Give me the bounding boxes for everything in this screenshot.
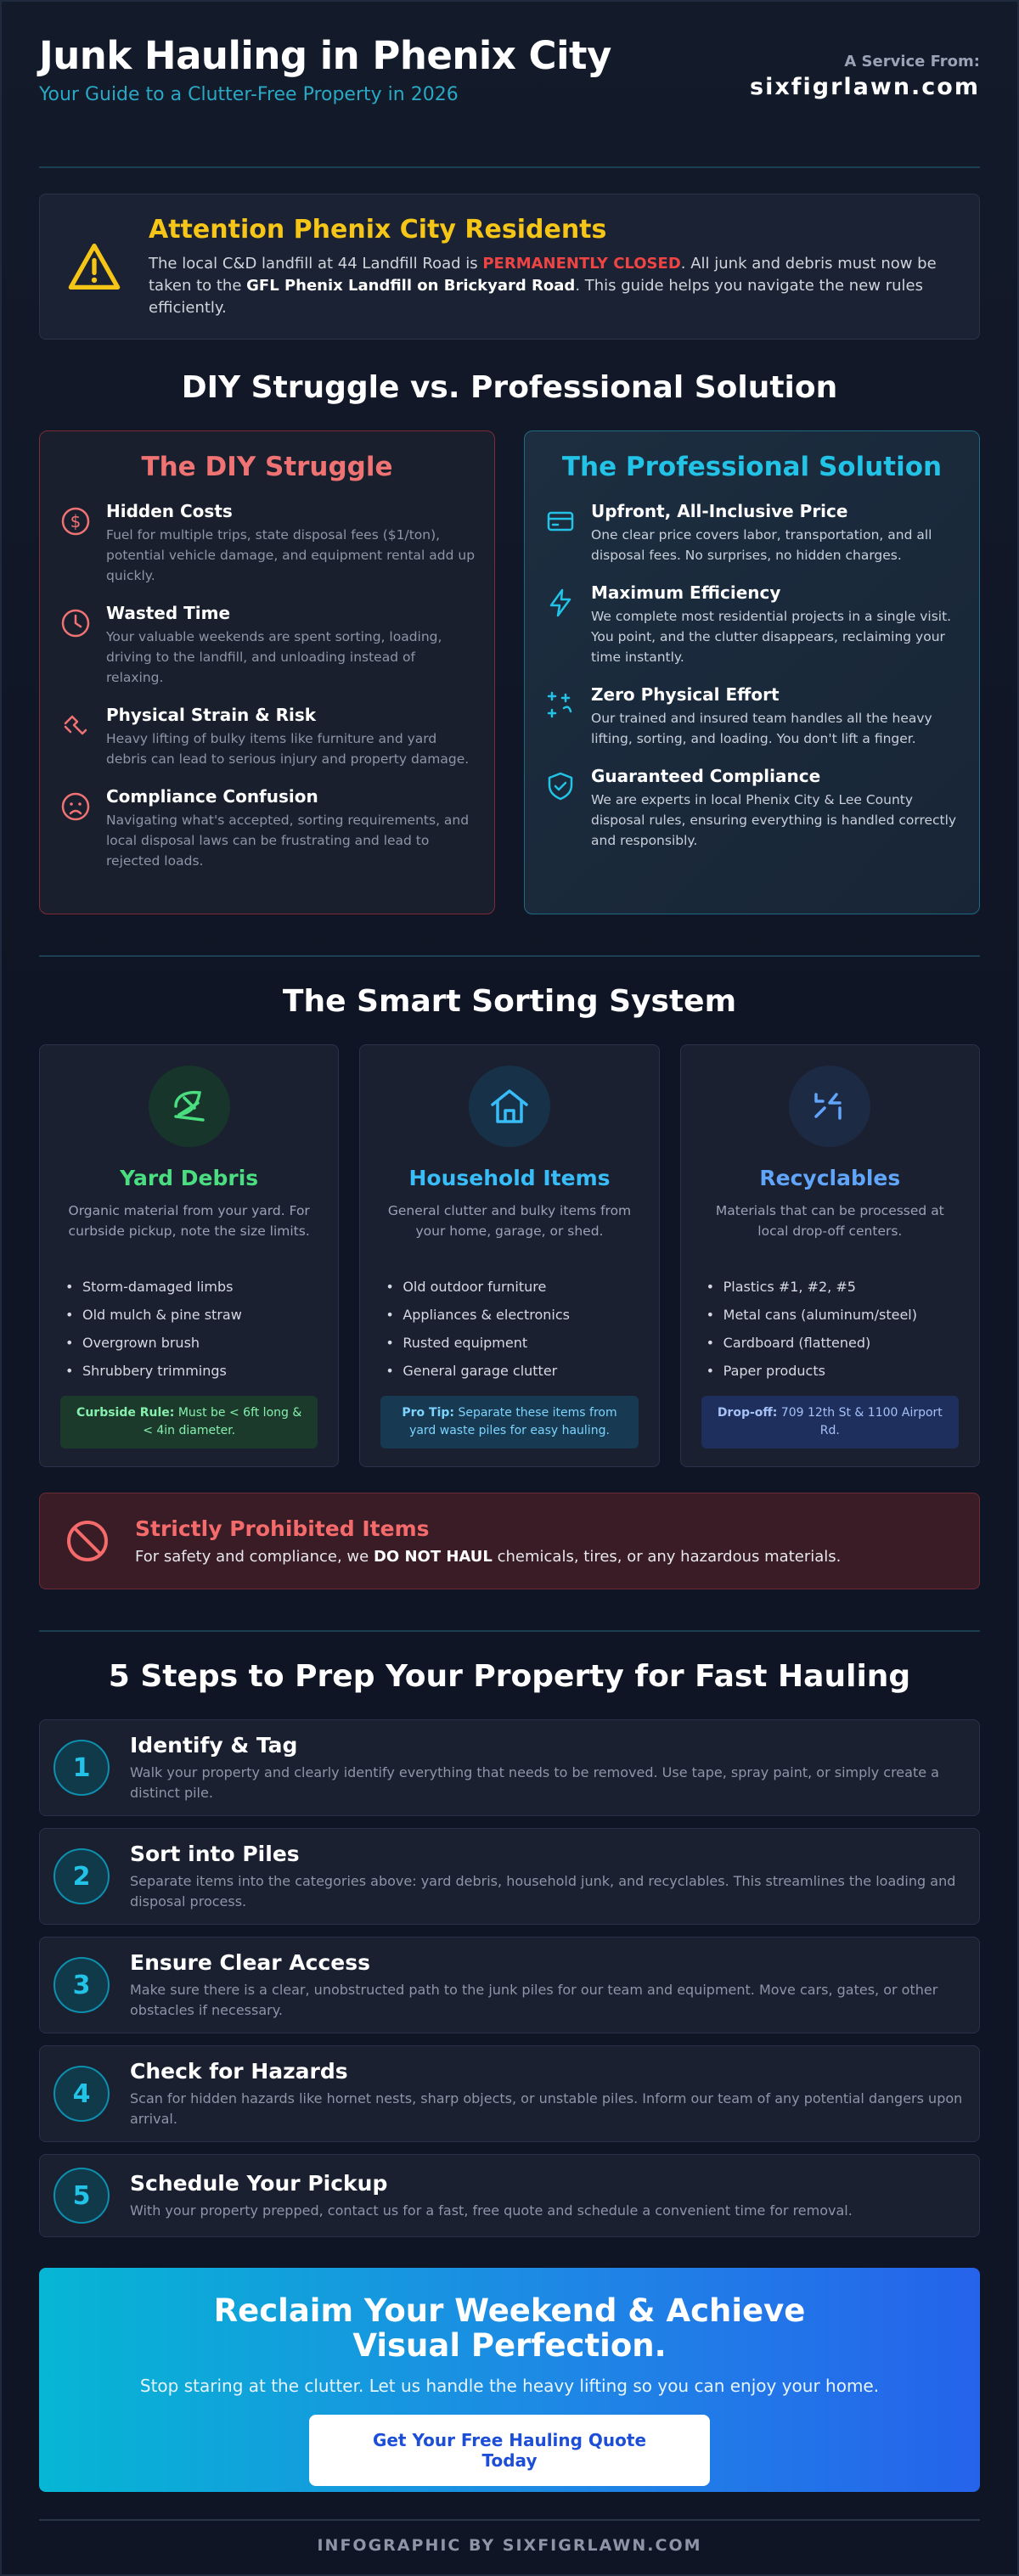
- step-item: [39, 2154, 980, 2237]
- svg-text:$: $: [70, 511, 82, 532]
- prohibited-icon: [64, 1517, 111, 1565]
- card-desc: General clutter and bulky items from your home, garage, or shed.: [387, 1203, 632, 1240]
- diy-panel-title: The DIY Struggle: [141, 452, 393, 482]
- card-note: [380, 1396, 638, 1448]
- leaf-recycle-icon: [166, 1083, 213, 1130]
- page-header: [39, 33, 980, 129]
- sorting-title: The Smart Sorting System: [282, 984, 737, 1019]
- pro-item: [543, 582, 960, 667]
- cta-subtitle: Stop staring at the clutter. Let us handle the heavy lifting so you can enjoy your home.: [139, 2375, 880, 2396]
- sorting-cards: [39, 1044, 980, 1467]
- list-item: • Metal cans (aluminum/steel): [707, 1307, 959, 1323]
- alert-body: [149, 253, 954, 319]
- new-landfill-location: GFL Phenix Landfill on Brickyard Road: [246, 277, 576, 295]
- pro-item-desc: One clear price covers labor, transportation, and all disposal fees. No surprises, no hidden charges.: [591, 527, 932, 564]
- diy-item-desc: Heavy lifting of bulky items like furniture and yard debris can lead to serious injury and property damage.: [106, 731, 470, 768]
- sparkle-icon: [543, 688, 577, 722]
- landfill-alert: [39, 194, 980, 340]
- step-desc: Make sure there is a clear, unobstructed path to the junk piles for our team and equipment. Move cars, gates, or other obstacles if necessary.: [130, 1981, 938, 2018]
- divider: [39, 1630, 980, 1632]
- card-title: Recyclables: [759, 1166, 901, 1190]
- pro-item: [543, 501, 960, 565]
- divider: [39, 955, 980, 957]
- clock-icon: [59, 606, 93, 640]
- step-item: [39, 2045, 980, 2142]
- list-item: • Rusted equipment: [386, 1335, 638, 1351]
- diy-panel: [39, 430, 495, 914]
- diy-item: [59, 501, 476, 586]
- diy-item-desc: Navigating what's accepted, sorting requirements, and local disposal laws can be frustrating and lead to rejected loads.: [106, 813, 470, 869]
- frown-icon: [59, 790, 93, 824]
- diy-item-title: Compliance Confusion: [106, 786, 318, 807]
- pro-item: [543, 766, 960, 851]
- prohibited-text: For safety and compliance, we: [135, 1548, 374, 1566]
- prohibited-text: chemicals, tires, or any hazardous materials.: [492, 1548, 842, 1566]
- card-icon: [543, 504, 577, 538]
- alert-text: The local C&D landfill at 44 Landfill Road is: [149, 255, 483, 273]
- sorting-card-yard: [39, 1044, 339, 1467]
- list-item: • General garage clutter: [386, 1363, 638, 1379]
- step-title: Ensure Clear Access: [130, 1949, 371, 1975]
- steps-title: 5 Steps to Prep Your Property for Fast Hauling: [108, 1659, 911, 1694]
- card-desc: Organic material from your yard. For curbside pickup, note the size limits.: [68, 1203, 310, 1240]
- pro-item-title: Upfront, All-Inclusive Price: [591, 501, 848, 521]
- warning-triangle-icon: [65, 239, 123, 296]
- card-title: Household Items: [408, 1166, 611, 1190]
- step-item: [39, 1828, 980, 1925]
- shield-check-icon: [543, 769, 577, 803]
- step-number: 3: [53, 1957, 110, 2013]
- diy-item: [59, 786, 476, 871]
- step-title: Identify & Tag: [130, 1732, 298, 1758]
- card-list: [380, 1279, 638, 1379]
- alert-text: . All junk and debris must now be taken to the: [149, 255, 937, 295]
- step-item: [39, 1937, 980, 2033]
- list-item: • Old outdoor furniture: [386, 1279, 638, 1295]
- pro-item: [543, 684, 960, 749]
- dollar-icon: [59, 504, 93, 538]
- strain-icon: [59, 708, 93, 742]
- prohibited-emphasis: DO NOT HAUL: [373, 1548, 493, 1566]
- pro-item-title: Zero Physical Effort: [591, 684, 780, 706]
- step-title: Check for Hazards: [130, 2058, 348, 2084]
- diy-item-title: Hidden Costs: [106, 501, 233, 521]
- note-text: Separate these items from yard waste piles for easy hauling.: [409, 1406, 617, 1437]
- step-title: Sort into Piles: [130, 1841, 300, 1866]
- list-item: • Overgrown brush: [65, 1335, 318, 1351]
- footer-credit: INFOGRAPHIC BY SIXFIGRLAWN.COM: [317, 2536, 702, 2555]
- list-item: • Shrubbery trimmings: [65, 1363, 318, 1379]
- card-list: [60, 1279, 318, 1379]
- diy-item: [59, 705, 476, 769]
- cta-banner: [39, 2268, 980, 2492]
- divider: [39, 166, 980, 168]
- prohibited-body: [135, 1548, 841, 1566]
- pro-item-desc: Our trained and insured team handles all the heavy lifting, sorting, and loading. You don't lift a finger.: [591, 711, 932, 747]
- step-desc: Separate items into the categories above: yard debris, household junk, and recyclables. This streamlines the loading and disposal process.: [130, 1872, 956, 1910]
- pro-item-desc: We complete most residential projects in a single visit. You point, and the clutter disappears, reclaiming your time instantly.: [591, 609, 952, 666]
- diy-item: [59, 603, 476, 688]
- note-label: Pro Tip:: [402, 1406, 455, 1420]
- note-label: Curbside Rule:: [76, 1406, 175, 1420]
- card-title: Yard Debris: [120, 1166, 259, 1190]
- prohibited-title: Strictly Prohibited Items: [135, 1516, 430, 1541]
- step-desc: Scan for hidden hazards like hornet nests, sharp objects, or unstable piles. Inform our team of any potential dangers upon arrival.: [130, 2089, 963, 2127]
- diy-item-title: Physical Strain & Risk: [106, 705, 317, 726]
- steps-list: [39, 1719, 980, 2237]
- card-note: [60, 1396, 318, 1448]
- cta-title: Reclaim Your Weekend & Achieve Visual Perfection.: [213, 2292, 806, 2365]
- recycle-arrows-icon: [806, 1083, 853, 1130]
- prohibited-banner: [39, 1493, 980, 1589]
- step-title: Schedule Your Pickup: [130, 2170, 388, 2196]
- card-icon-badge: [789, 1066, 870, 1147]
- card-icon-badge: [469, 1066, 550, 1147]
- step-number: 4: [53, 2066, 110, 2122]
- card-note: [701, 1396, 959, 1448]
- house-icon: [486, 1083, 533, 1130]
- alert-text: . This guide helps you navigate the new rules efficiently.: [149, 277, 923, 318]
- list-item: • Old mulch & pine straw: [65, 1307, 318, 1323]
- step-number: 5: [53, 2168, 110, 2224]
- sorting-card-recyclables: [680, 1044, 980, 1467]
- diy-item-desc: Fuel for multiple trips, state disposal fees ($1/ton), potential vehicle damage, and equipment rental add up quickly.: [106, 527, 476, 584]
- pro-item-desc: We are experts in local Phenix City & Lee County disposal rules, ensuring everything is handled correctly and responsibly.: [591, 792, 957, 849]
- card-list: [701, 1279, 959, 1379]
- comparison-title: DIY Struggle vs. Professional Solution: [181, 370, 838, 405]
- closed-badge: PERMANENTLY CLOSED: [482, 255, 681, 273]
- step-number: 1: [53, 1740, 110, 1796]
- page-subtitle: Your Guide to a Clutter-Free Property in 2026: [39, 84, 459, 106]
- service-credit: [750, 36, 980, 100]
- pro-panel-title: The Professional Solution: [561, 452, 943, 482]
- service-label: A Service From:: [844, 53, 980, 70]
- diy-item-desc: Your valuable weekends are spent sorting, loading, driving to the landfill, and unloading instead of relaxing.: [106, 629, 442, 686]
- list-item: • Paper products: [707, 1363, 959, 1379]
- step-desc: With your property prepped, contact us for a fast, free quote and schedule a convenient time for removal.: [130, 2202, 853, 2219]
- card-icon-badge: [149, 1066, 230, 1147]
- note-label: Drop-off:: [717, 1406, 778, 1420]
- page-title: Junk Hauling in Phenix City: [39, 33, 611, 78]
- step-number: 2: [53, 1848, 110, 1904]
- step-desc: Walk your property and clearly identify everything that needs to be removed. Use tape, spray paint, or simply create a distinct pile.: [130, 1763, 939, 1801]
- pro-item-title: Maximum Efficiency: [591, 582, 781, 604]
- list-item: • Plastics #1, #2, #5: [707, 1279, 959, 1295]
- service-site-link[interactable]: sixfigrlawn.com: [750, 74, 980, 100]
- pro-panel: [524, 430, 980, 914]
- step-item: [39, 1719, 980, 1816]
- diy-item-title: Wasted Time: [106, 603, 231, 624]
- list-item: • Storm-damaged limbs: [65, 1279, 318, 1295]
- note-text: 709 12th St & 1100 Airport Rd.: [777, 1406, 943, 1437]
- comparison-section: [39, 430, 980, 914]
- alert-title: Attention Phenix City Residents: [149, 215, 607, 245]
- sorting-card-household: [359, 1044, 659, 1467]
- card-desc: Materials that can be processed at local drop-off centers.: [715, 1203, 944, 1240]
- lightning-icon: [543, 586, 577, 620]
- free-quote-button[interactable]: Get Your Free Hauling Quote Today: [309, 2415, 710, 2486]
- list-item: • Cardboard (flattened): [707, 1335, 959, 1351]
- note-text: Must be < 6ft long & < 4in diameter.: [143, 1406, 302, 1437]
- list-item: • Appliances & electronics: [386, 1307, 638, 1323]
- pro-item-title: Guaranteed Compliance: [591, 766, 821, 787]
